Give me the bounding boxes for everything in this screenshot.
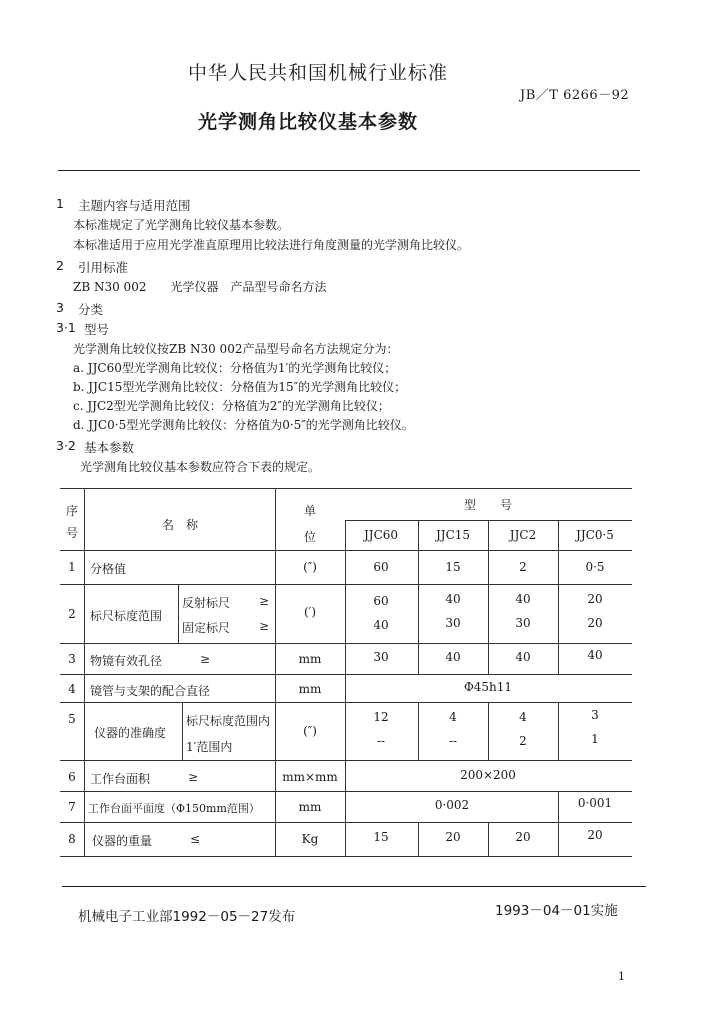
table-cell: Φ45h11	[463, 680, 513, 694]
section-number: 3	[56, 300, 64, 315]
model-header: JJC15	[435, 528, 471, 542]
table-cell: 20	[515, 830, 531, 844]
col-header-seq: 号	[65, 526, 79, 540]
row-unit: (′)	[303, 605, 317, 619]
paragraph: 光学测角比较仪按ZB N30 002产品型号命名方法规定分为：	[73, 342, 399, 356]
table-cell: 3	[591, 708, 599, 722]
row-number: 1	[68, 560, 76, 574]
list-item: c. JJC2型光学测角比较仪：分格值为2″的光学测角比较仪；	[73, 399, 390, 413]
row-ge: ≥	[188, 770, 199, 784]
table-cell: 20	[587, 616, 603, 630]
row-subname: 反射标尺	[182, 596, 231, 610]
table-cell: --	[448, 734, 458, 748]
issuing-org: 中华人民共和国机械行业标准	[188, 62, 449, 84]
list-item: a. JJC60型光学测角比较仪：分格值为1′的光学测角比较仪；	[73, 361, 397, 375]
col-header-unit: 位	[303, 530, 317, 544]
paragraph: 光学测角比较仪基本参数应符合下表的规定。	[80, 460, 321, 474]
row-unit: mm	[298, 800, 322, 814]
row-number: 3	[68, 652, 76, 666]
row-subname: 标尺标度范围内	[186, 714, 271, 728]
table-cell: 60	[373, 594, 389, 608]
table-cell: --	[376, 734, 386, 748]
row-number: 8	[68, 832, 76, 846]
list-item: b. JJC15型光学测角比较仪：分格值为15″的光学测角比较仪；	[73, 380, 407, 394]
section-number: 2	[56, 258, 64, 273]
table-cell: 15	[445, 560, 461, 574]
table-cell: 40	[515, 650, 531, 664]
table-cell: 1	[591, 732, 599, 746]
table-cell: 40	[445, 592, 461, 606]
parameter-table	[60, 488, 632, 858]
paragraph: 本标准适用于应用光学准直原理用比较法进行角度测量的光学测角比较仪。	[73, 238, 470, 252]
col-header-unit: 单	[303, 504, 317, 518]
effective-date: 1993－04－01实施	[495, 903, 618, 919]
table-cell: 200×200	[460, 768, 516, 782]
table-cell: 40	[445, 650, 461, 664]
table-cell: 30	[445, 616, 461, 630]
row-unit: mm	[298, 652, 322, 666]
section-title: 基本参数	[84, 440, 135, 455]
row-name: 工作台面平面度（Φ150mm范围）	[88, 802, 260, 815]
page-title: 光学测角比较仪基本参数	[198, 111, 419, 133]
issue-date: 机械电子工业部1992－05－27发布	[78, 909, 296, 925]
section-title: 型号	[84, 322, 110, 337]
bottom-rule	[62, 886, 646, 887]
table-cell: 40	[587, 648, 603, 662]
page-number: 1	[618, 970, 625, 983]
row-number: 5	[68, 712, 76, 726]
table-cell: 4	[519, 710, 527, 724]
standard-code: JB／T 6266－92	[520, 88, 630, 103]
section-title: 分类	[78, 302, 104, 317]
table-cell: 15	[373, 830, 389, 844]
row-name: 标尺标度范围	[90, 609, 163, 623]
row-ge: ≥	[259, 619, 270, 633]
table-cell: 60	[373, 560, 389, 574]
col-header-model: 型 号	[463, 498, 513, 512]
row-number: 4	[68, 682, 76, 696]
paragraph: 本标准规定了光学测角比较仪基本参数。	[73, 218, 290, 232]
row-name: 分格值	[90, 562, 127, 576]
section-title: 主题内容与适用范围	[78, 198, 191, 213]
table-cell: 2	[519, 734, 527, 748]
row-unit: mm	[298, 682, 322, 696]
table-cell: 4	[449, 710, 457, 724]
table-cell: 30	[373, 650, 389, 664]
table-cell: 2	[519, 560, 527, 574]
row-name: 仪器的准确度	[94, 726, 167, 740]
row-number: 7	[68, 800, 76, 814]
reference: ZB N30 002 光学仪器 产品型号命名方法	[73, 280, 327, 294]
table-cell: 20	[587, 828, 603, 842]
row-unit: mm×mm	[282, 770, 338, 784]
table-cell: 40	[373, 618, 389, 632]
row-number: 2	[68, 607, 76, 621]
row-number: 6	[68, 770, 76, 784]
row-ge: ≥	[259, 594, 270, 608]
row-le: ≤	[190, 832, 201, 846]
row-unit: (″)	[303, 560, 317, 574]
row-subname: 固定标尺	[182, 621, 231, 635]
table-cell: 20	[445, 830, 461, 844]
table-cell: 0·001	[577, 796, 613, 810]
table-cell: 0·002	[434, 798, 470, 812]
row-ge: ≥	[200, 652, 211, 666]
section-number: 3·1	[56, 320, 76, 335]
row-unit: (″)	[303, 724, 317, 738]
row-name: 物镜有效孔径	[90, 654, 163, 668]
col-header-seq: 序	[65, 504, 79, 518]
section-title: 引用标准	[78, 260, 129, 275]
section-number: 1	[56, 196, 64, 211]
row-unit: Kg	[301, 832, 319, 846]
row-name: 仪器的重量	[92, 834, 153, 848]
model-header: JJC0·5	[576, 528, 614, 542]
col-header-name: 名 称	[161, 518, 199, 532]
row-subname: 1′范围内	[186, 740, 233, 754]
list-item: d. JJC0·5型光学测角比较仪：分格值为0·5″的光学测角比较仪。	[73, 418, 414, 432]
table-cell: 40	[515, 592, 531, 606]
table-cell: 0·5	[585, 560, 605, 574]
model-header: JJC2	[509, 528, 537, 542]
row-name: 工作台面积	[90, 772, 151, 786]
model-header: JJC60	[363, 528, 399, 542]
table-cell: 12	[373, 710, 389, 724]
section-number: 3·2	[56, 438, 76, 453]
table-cell: 30	[515, 616, 531, 630]
top-rule	[58, 170, 640, 171]
table-cell: 20	[587, 592, 603, 606]
row-name: 镜管与支架的配合直径	[90, 684, 211, 698]
